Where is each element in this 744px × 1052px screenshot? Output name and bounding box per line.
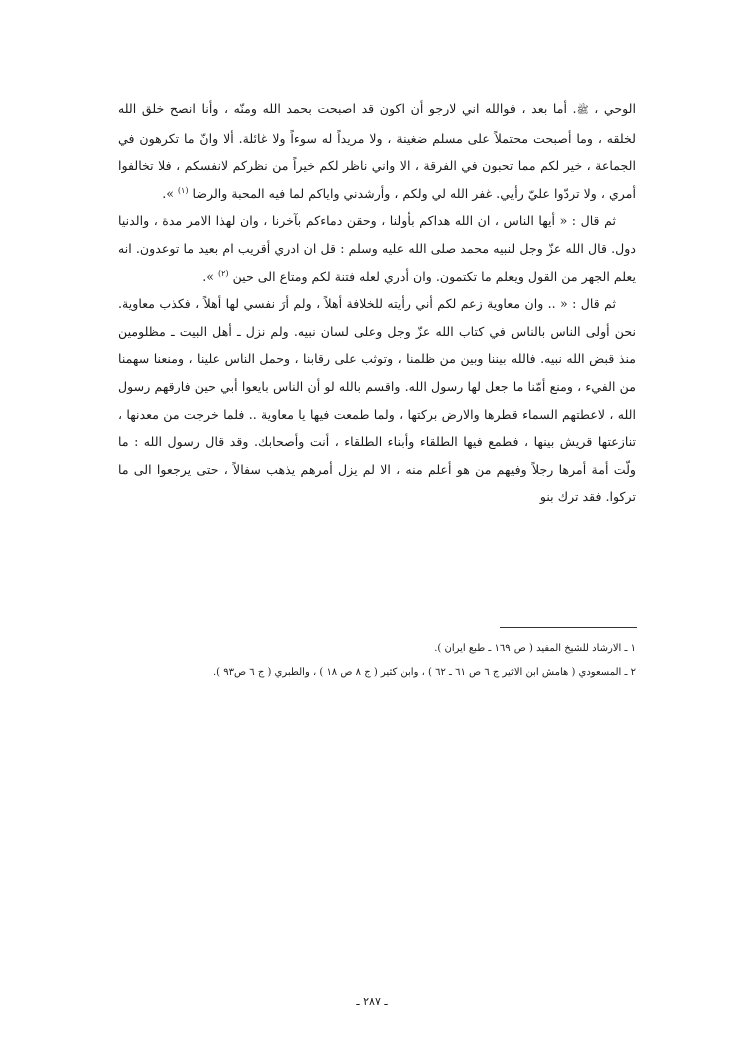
paragraph-2-text: ثم قال : « أيها الناس ، ان الله هداكم بأولنا ، وحقن دماءكم بآخرنا ، وان لهذا الامر مدة ، والدنيا دول. قال الله عزّ وجل لنبيه محمد صلى الله عليه وسلم : قل ان ادري أقريب ام بعيد ما توعدون. انه يعلم الجهر من القول ويعلم ما تكتمون. وان أدري لعله فتنة لكم ومتاع الى حين bbox=[118, 213, 636, 284]
paragraph-2 bbox=[118, 207, 636, 290]
footnote-2: ٢ ـ المسعودي ( هامش ابن الاثير ج ٦ ص ٦١ ـ ٦٢ ) ، وابن كثير ( ج ٨ ص ١٨ ) ، والطبري ( ج ٦ ص٩٣ ). bbox=[212, 667, 636, 678]
paragraph-2-end: ». bbox=[202, 268, 218, 284]
footnote-ref-2: (٢) bbox=[218, 268, 229, 278]
footnote-1: ١ ـ الارشاد للشيخ المفيد ( ص ١٦٩ ـ طبع ايران ). bbox=[434, 643, 636, 654]
paragraph-1-start: الوحي ، bbox=[588, 101, 636, 116]
page-number: ـ ٢٨٧ ـ bbox=[356, 995, 388, 1008]
main-text bbox=[118, 95, 636, 511]
footnote-ref-1: (١) bbox=[177, 185, 189, 195]
honorific-ligature: ﷺ bbox=[576, 105, 589, 116]
paragraph-1-end: ». bbox=[162, 185, 178, 201]
paragraph-1 bbox=[118, 95, 636, 207]
footnote-separator bbox=[500, 627, 637, 628]
footnotes bbox=[118, 637, 636, 685]
paragraph-3: ثم قال : « .. وان معاوية زعم لكم أني رأيته للخلافة أهلاً ، ولم أرَ نفسي لها أهلاً ، فكذب معاوية. نحن أولى الناس بالناس في كتاب الله عزّ وجل وعلى لسان نبيه. ولم نزل ـ أهل البيت ـ مظلومين منذ قبض الله نبيه. فالله بيننا وبين من ظلمنا ، وتوثب على رقابنا ، وحمل الناس علينا ، ومنعنا سهمنا من الفيء ، ومنع أمّنا ما جعل لها رسول الله. واقسم بالله لو أن الناس بايعوا أبي حين فارقهم رسول الله ، لاعطتهم السماء قطرها والارض بركتها ، ولما طمعت فيها يا معاوية .. فلما خرجت من معدنها ، تنازعتها قريش بينها ، فطمع فيها الطلقاء وأبناء الطلقاء ، أنت وأصحابك. وقد قال رسول الله : ما ولّت أمة أمرها رجلاً وفيهم من هو أعلم منه ، الا لم يزل أمرهم يذهب سفالاً ، حتى يرجعوا الى ما تركوا. فقد ترك بنو bbox=[118, 296, 636, 505]
paragraph-1-text: . أما بعد ، فوالله اني لارجو أن اكون قد اصبحت بحمد الله ومنّه ، وأنا انصح خلق الله لخلقه ، وما أصبحت محتملاً على مسلم ضغينة ، ولا مريداً له سوءاً ولا غائلة. ألا وانّ ما تكرهون في الجماعة ، خير لكم مما تحبون في الفرقة ، الا واني ناظر لكم خيراً من نظركم لانفسكم ، فلا تخالفوا أمري ، ولا تردّوا عليّ رأيي. غفر الله لي ولكم ، وأرشدني واياكم لما فيه المحبة والرضا bbox=[118, 101, 636, 201]
